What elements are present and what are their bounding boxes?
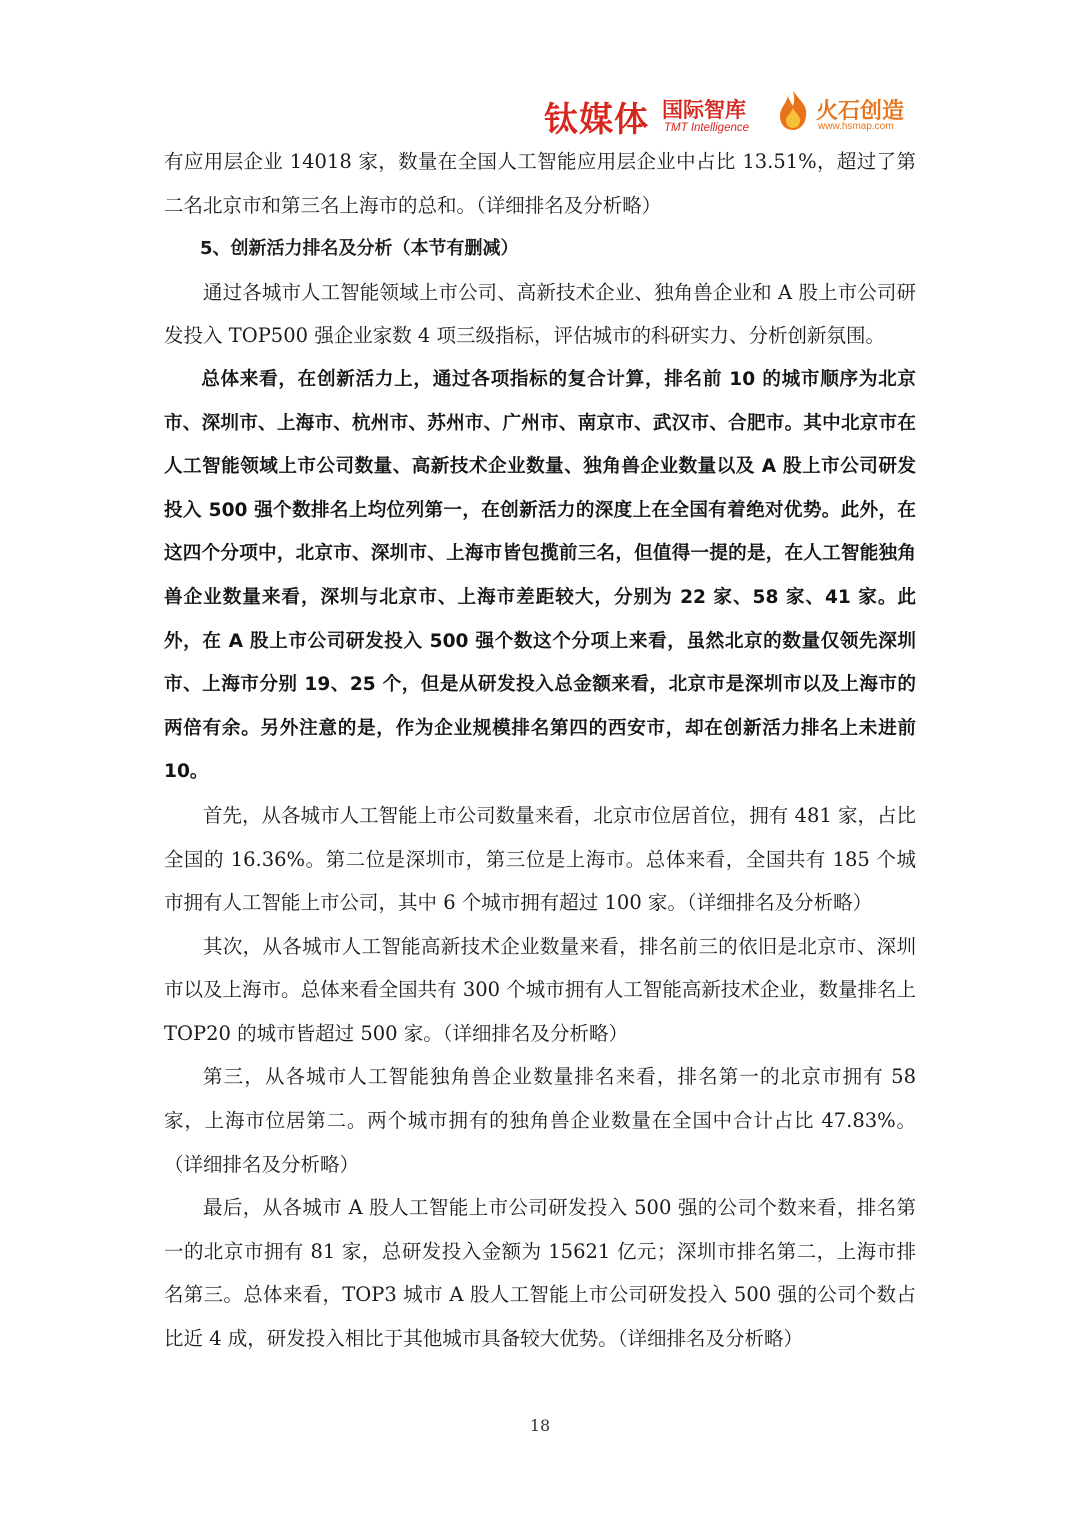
paragraph-intro: 通过各城市人工智能领域上市公司、高新技术企业、独角兽企业和 A 股上市公司研发投入 TOP500 强企业家数 4 项三级指标，评估城市的科研实力、分析创新氛围。 xyxy=(164,280,916,348)
paragraph-summary: 总体来看，在创新活力上，通过各项指标的复合计算，排名前 10 的城市顺序为北京市、深圳市、上海市、杭州市、苏州市、广州市、南京市、武汉市、合肥市。其中北京市在人工智能领域上市公司数量、高新技术企业数量、独角兽企业数量以及 A 股上市公司研发投入 500 强个数排名上均位列第一，在创新活力的深度上在全国有着绝对优势。此外，在这四个分项中，北京市、深圳市、上海市皆包揽前三名，但值得一提的是，在人工智能独角兽企业数量来看，深圳与北京市、上海市差距较大，分别为 22 家、58 家、41 家。此外，在 A 股上市公司研发投入 500 强个数这个分项上来看，虽然北京的数量仅领先深圳市、上海市分别 19、25 个，但是从研发投入总金额来看，北京市是深圳市以及上海市的两倍有余。另外注意的是，作为企业规模排名第四的西安市，却在创新活力排名上未进前 10。 xyxy=(164,368,916,783)
paragraph-second: 其次，从各城市人工智能高新技术企业数量来看，排名前三的依旧是北京市、深圳市以及上海市。总体来看全国共有 300 个城市拥有人工智能高新技术企业，数量排名上 TOP20 的城市皆超过 500 家。（详细排名及分析略） xyxy=(164,934,916,1045)
paragraph-continued: 有应用层企业 14018 家，数量在全国人工智能应用层企业中占比 13.51%，超过了第二名北京市和第三名上海市的总和。（详细排名及分析略） xyxy=(164,150,916,217)
header-logos xyxy=(544,84,944,140)
paragraph-last: 最后，从各城市 A 股人工智能上市公司研发投入 500 强的公司个数来看，排名第一的北京市拥有 81 家，总研发投入金额为 15621 亿元；深圳市排名第二，上海市排名第三。总体来看，TOP3 城市 A 股人工智能上市公司研发投入 500 强的公司个数占比近 4 成，研发投入相比于其他城市具备较大优势。（详细排名及分析略） xyxy=(164,1196,916,1351)
hsmap-logo-cn-text: 火石创造 xyxy=(816,99,905,124)
paragraph-first: 首先，从各城市人工智能上市公司数量来看，北京市位居首位，拥有 481 家，占比全国的 16.36%。第二位是深圳市，第三位是上海市。总体来看，全国共有 185 个城市拥有人工智能上市公司，其中 6 个城市拥有超过 100 家。（详细排名及分析略） xyxy=(164,803,916,915)
page-number: 18 xyxy=(529,1416,551,1435)
tmt-logo-main-text: 钛媒体 xyxy=(544,100,649,140)
section-title: 5、创新活力排名及分析（本节有删减） xyxy=(200,238,519,260)
paragraph-third: 第三，从各城市人工智能独角兽企业数量排名来看，排名第一的北京市拥有 58 家，上海市位居第二。两个城市拥有的独角兽企业数量在全国中合计占比 47.83%。（详细排名及分析略） xyxy=(164,1065,916,1176)
tmt-logo-en-text: TMT Intelligence xyxy=(664,122,750,134)
flame-icon xyxy=(776,88,810,132)
hsmap-logo-url-text: www.hsmap.com xyxy=(818,121,894,132)
hsmap-logo xyxy=(776,84,946,140)
document-body xyxy=(164,140,916,1361)
tmt-logo-cn-text: 国际智库 xyxy=(662,98,746,122)
